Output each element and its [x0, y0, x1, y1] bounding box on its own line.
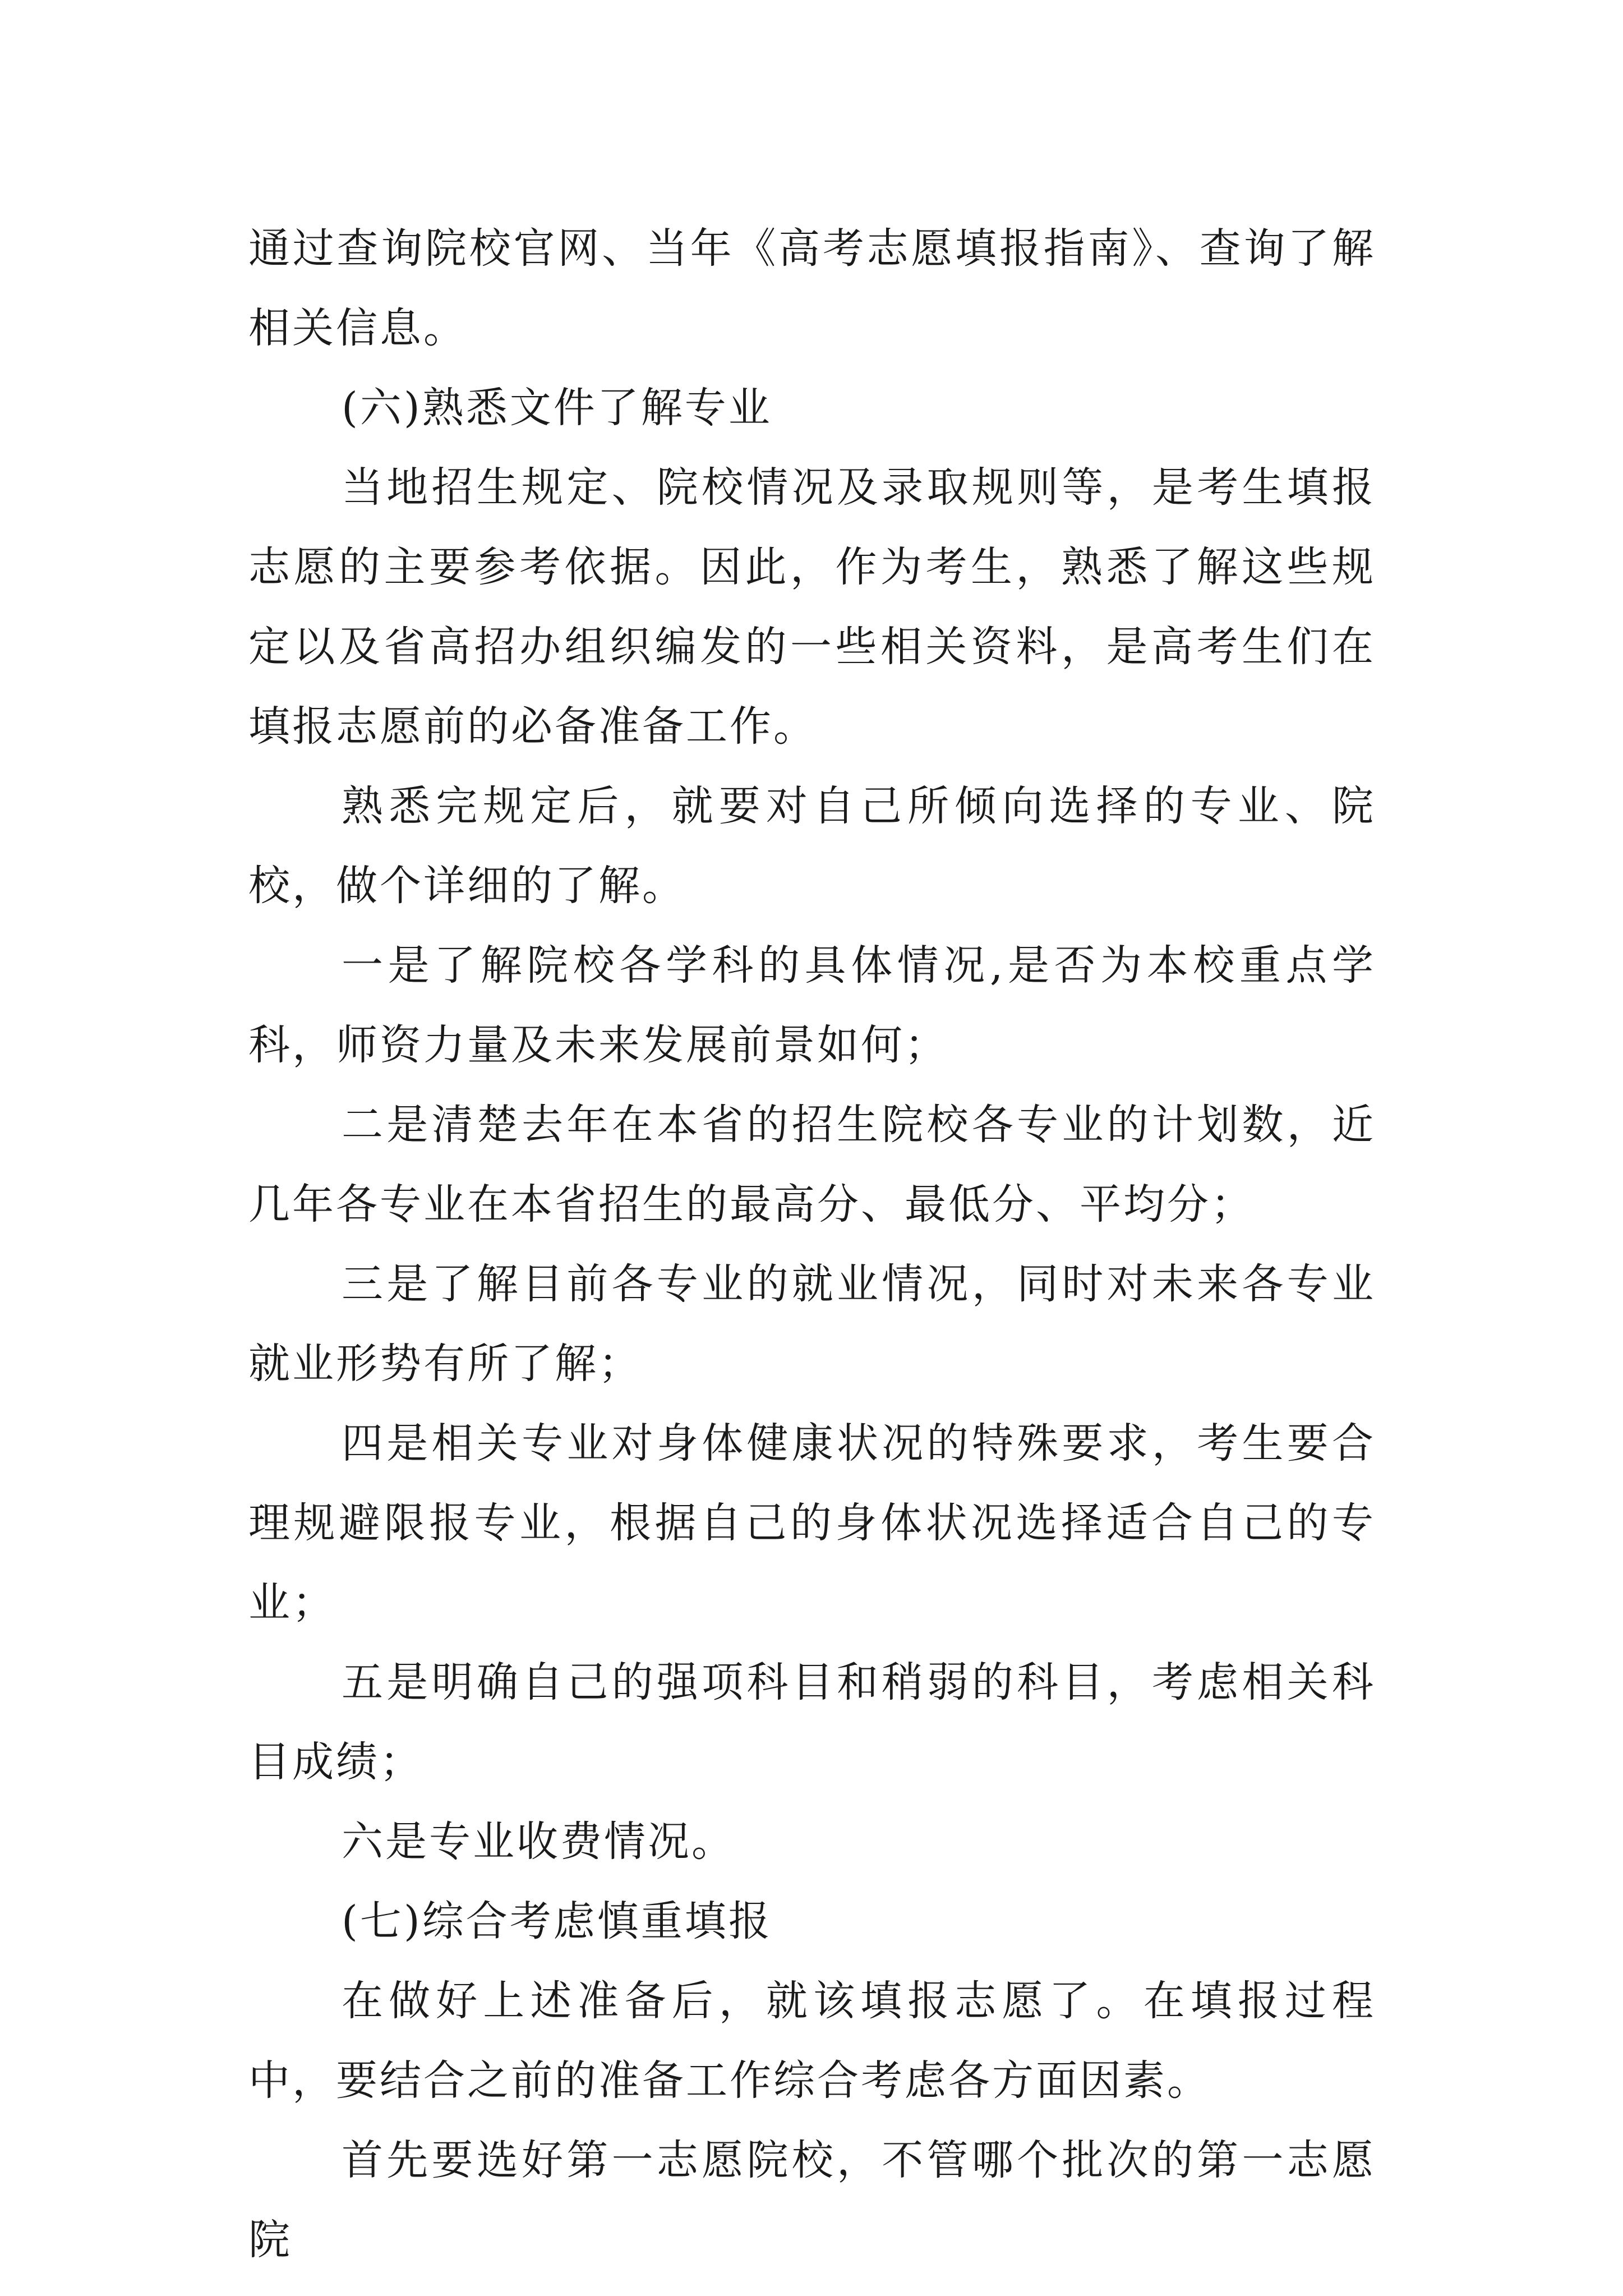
list-item-6: 六是专业收费情况。 [342, 1818, 735, 1866]
section-heading-6: (六)熟悉文件了解专业 [342, 384, 772, 432]
list-item-1: 一是了解院校各学科的具体情况,是否为本校重点学科，师资力量及未来发展前景如何； [248, 941, 1376, 1069]
paragraph: 在做好上述准备后，就该填报志愿了。在填报过程中，要结合之前的准备工作综合考虑各方面因素。 [248, 1977, 1376, 2105]
paragraph: 熟悉完规定后，就要对自己所倾向选择的专业、院校，做个详细的了解。 [248, 782, 1376, 910]
paragraph-continuation: 通过查询院校官网、当年《高考志愿填报指南》、查询了解相关信息。 [248, 224, 1376, 352]
paragraph: 首先要选好第一志愿院校，不管哪个批次的第一志愿院 [248, 2136, 1376, 2264]
section-heading-7: (七)综合考虑慎重填报 [342, 1897, 772, 1945]
list-item-4: 四是相关专业对身体健康状况的特殊要求，考生要合理规避限报专业，根据自己的身体状况选择适合自己的专业； [248, 1419, 1376, 1627]
body-text [248, 209, 1376, 2280]
list-item-5: 五是明确自己的强项科目和稍弱的科目，考虑相关科目成绩； [248, 1658, 1376, 1786]
paragraph: 当地招生规定、院校情况及录取规则等，是考生填报志愿的主要参考依据。因此，作为考生，熟悉了解这些规定以及省高招办组织编发的一些相关资料，是高考生们在填报志愿前的必备准备工作。 [248, 463, 1376, 751]
list-item-3: 三是了解目前各专业的就业情况，同时对未来各专业就业形势有所了解； [248, 1260, 1376, 1388]
list-item-2: 二是清楚去年在本省的招生院校各专业的计划数，近几年各专业在本省招生的最高分、最低分、平均分； [248, 1101, 1376, 1228]
